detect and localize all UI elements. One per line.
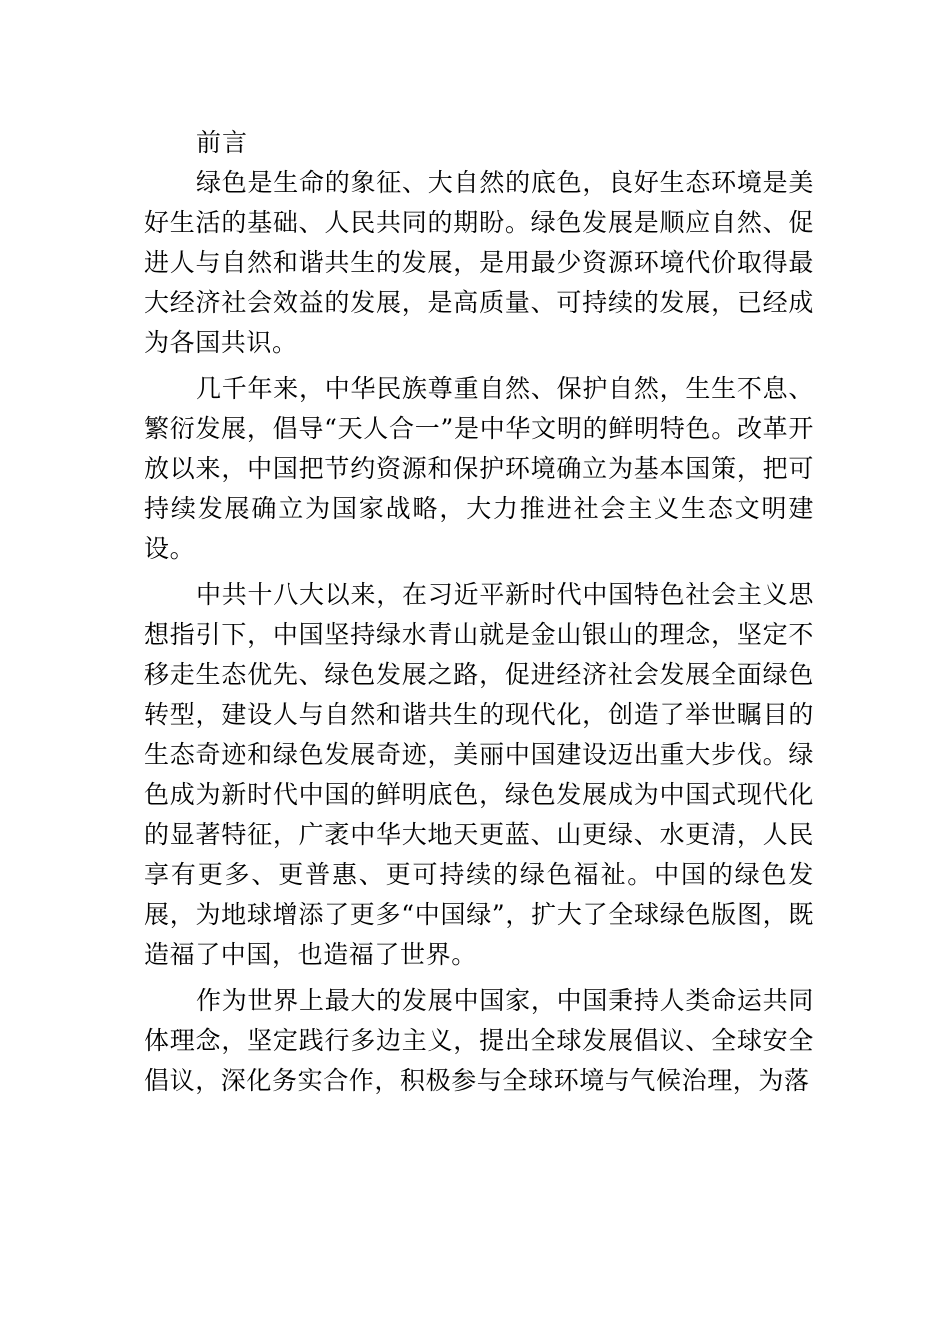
document-body — [144, 123, 814, 1107]
section-heading: 前言 — [196, 128, 249, 157]
paragraph-3: 中共十八大以来，在习近平新时代中国特色社会主义思想指引下，中国坚持绿水青山就是金山银山的理念，坚定不移走生态优先、绿色发展之路，促进经济社会发展全面绿色转型，建设人与自然和谐共生的现代化，创造了举世瞩目的生态奇迹和绿色发展奇迹，美丽中国建设迈出重大步伐。绿色成为新时代中国的鲜明底色，绿色发展成为中国式现代化的显著特征，广袤中华大地天更蓝、山更绿、水更清，人民享有更多、更普惠、更可持续的绿色福祉。中国的绿色发展，为地球增添了更多“中国绿”，扩大了全球绿色版图，既造福了中国，也造福了世界。 — [144, 580, 814, 969]
paragraph-2: 几千年来，中华民族尊重自然、保护自然，生生不息、繁衍发展，倡导“天人合一”是中华文明的鲜明特色。改革开放以来，中国把节约资源和保护环境确立为基本国策，把可持续发展确立为国家战略，大力推进社会主义生态文明建设。 — [144, 374, 814, 563]
paragraph-1: 绿色是生命的象征、大自然的底色，良好生态环境是美好生活的基础、人民共同的期盼。绿色发展是顺应自然、促进人与自然和谐共生的发展，是用最少资源环境代价取得最大经济社会效益的发展，是高质量、可持续的发展，已经成为各国共识。 — [144, 168, 814, 357]
paragraph-4: 作为世界上最大的发展中国家，中国秉持人类命运共同体理念，坚定践行多边主义，提出全球发展倡议、全球安全倡议，深化务实合作，积极参与全球环境与气候治理，为落 — [144, 986, 814, 1095]
